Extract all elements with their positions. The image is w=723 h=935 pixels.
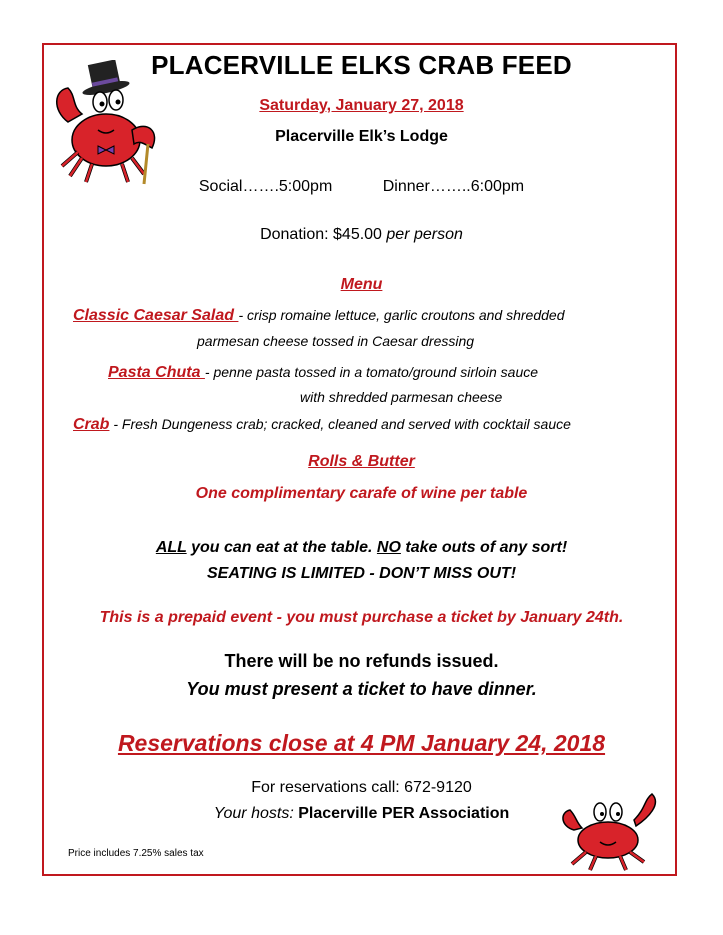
reservations-close: Reservations close at 4 PM January 24, 2018 — [117, 730, 606, 756]
menu-item-name: Crab — [73, 416, 110, 433]
menu-item-desc: - penne pasta tossed in a tomato/ground sirloin sauce — [204, 364, 539, 380]
event-date: Saturday, January 27, 2018 — [259, 97, 464, 114]
donation-amount: Donation: $45.00 — [260, 226, 387, 243]
no-word: NO — [376, 539, 401, 556]
menu-heading: Menu — [340, 276, 383, 293]
present-ticket: You must present a ticket to have dinner. — [186, 679, 537, 699]
hosts — [0, 805, 723, 823]
menu-item-desc: - Fresh Dungeness crab; cracked, cleaned and served with cocktail sauce — [109, 416, 571, 432]
reservations-call: For reservations call: 672-9120 — [251, 779, 472, 796]
prepaid-notice: This is a prepaid event - you must purchase a ticket by January 24th. — [99, 609, 624, 626]
no-refunds: There will be no refunds issued. — [224, 651, 499, 671]
all-you-can-eat — [0, 539, 723, 557]
menu-item-desc-cont: with shredded parmesan cheese — [300, 389, 503, 405]
no-rest: take outs of any sort! — [400, 539, 568, 556]
tax-note: Price includes 7.25% sales tax — [68, 848, 204, 859]
menu-item-desc: - crisp romaine lettuce, garlic croutons and shredded — [238, 307, 565, 323]
donation-unit: per person — [386, 226, 463, 243]
menu-item-name: Pasta Chuta — [108, 364, 205, 381]
rolls-butter: Rolls & Butter — [308, 453, 415, 470]
all-rest: you can eat at the table. — [186, 539, 377, 556]
donation — [0, 226, 723, 244]
all-word: ALL — [155, 539, 187, 556]
flyer-title: PLACERVILLE ELKS CRAB FEED — [151, 50, 572, 80]
dinner-time: Dinner……..6:00pm — [382, 178, 525, 195]
event-times — [0, 178, 723, 196]
hosts-name: Placerville PER Association — [298, 805, 510, 822]
menu-item-pasta — [108, 364, 538, 382]
wine-carafe: One complimentary carafe of wine per table — [195, 485, 528, 502]
menu-item-desc-cont: parmesan cheese tossed in Caesar dressing — [197, 333, 475, 349]
seating-limited: SEATING IS LIMITED - DON’T MISS OUT! — [206, 565, 517, 582]
menu-item-name: Classic Caesar Salad — [73, 307, 239, 324]
menu-item-caesar — [73, 307, 565, 325]
social-time: Social…….5:00pm — [198, 178, 333, 195]
crab-waving-icon — [556, 790, 668, 872]
event-venue: Placerville Elk’s Lodge — [275, 128, 448, 145]
hosts-label: Your hosts: — [213, 805, 299, 822]
menu-item-crab — [73, 416, 571, 434]
